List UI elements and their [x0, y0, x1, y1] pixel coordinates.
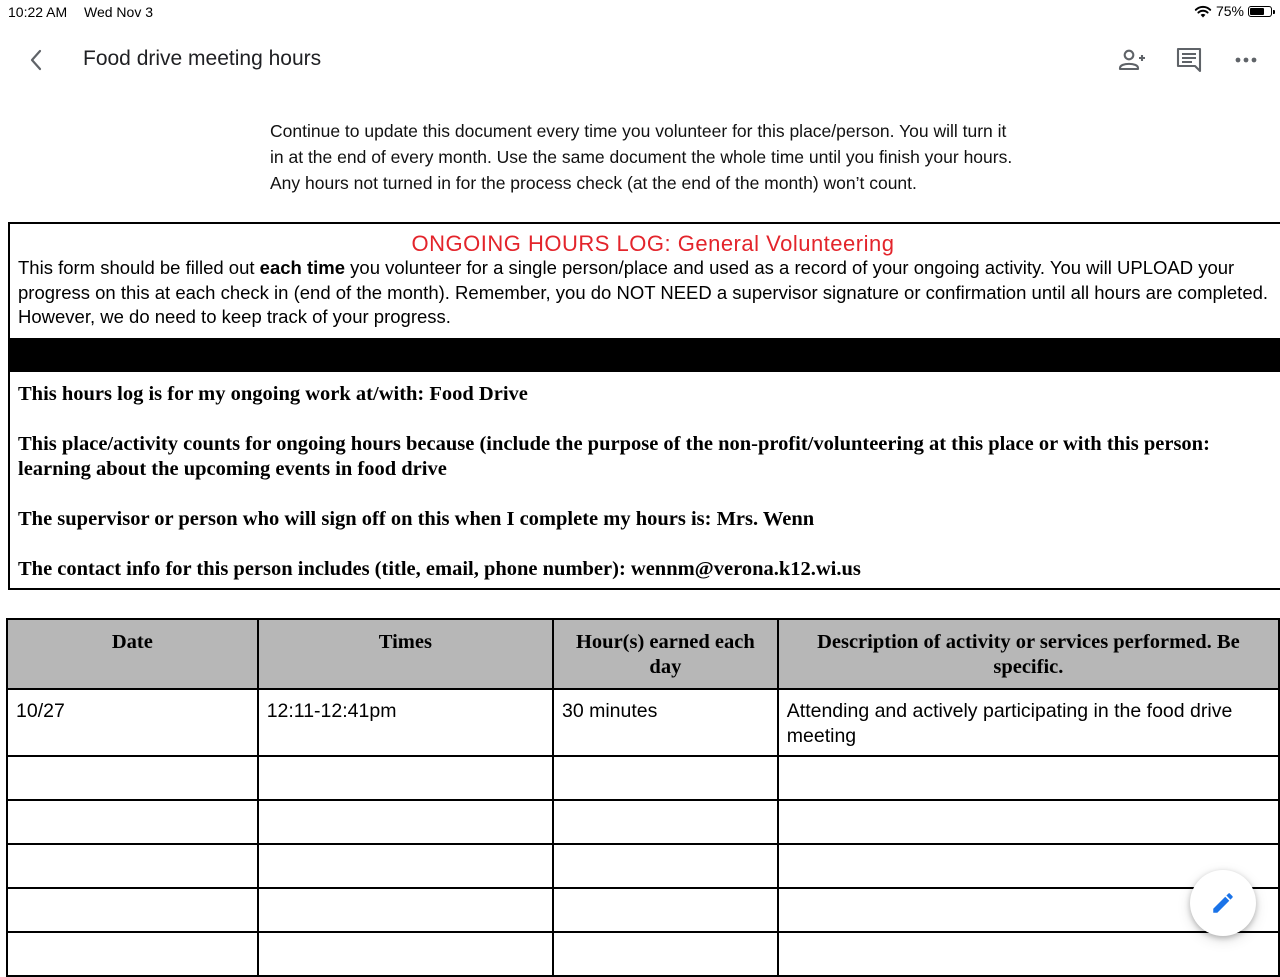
add-person-icon	[1118, 48, 1146, 72]
table-row	[7, 756, 1279, 800]
cell-times[interactable]	[258, 844, 553, 888]
log-instructions-end: you volunteer for a single person/place and used as a record of your ongoing activity. You will UPLOAD your progress on this at each check in (end of the month). Remember, you do NOT NEED a supervisor signature or confirmation until all hours are completed. However, we do need to keep track of your progress.	[18, 257, 1269, 327]
cell-description[interactable]	[778, 932, 1279, 976]
edit-pencil-icon	[1210, 890, 1236, 916]
intro-paragraph: Continue to update this document every time you volunteer for this place/person. You will turn it in at the end of every month. Use the same document the whole time until you finish your hours. Any hours not turned in for the process check (at the end of the month) won’t count.	[270, 121, 1013, 193]
table-row	[7, 888, 1279, 932]
cell-date[interactable]: 10/27	[7, 689, 258, 756]
header-date: Date	[7, 619, 258, 689]
status-time: 10:22 AM	[8, 4, 68, 20]
back-button[interactable]	[20, 44, 52, 76]
hours-table	[6, 618, 1280, 977]
table-header-row	[7, 619, 1279, 689]
status-indicators	[1194, 3, 1272, 19]
header-hours-earned: Hour(s) earned each day	[553, 619, 778, 689]
status-date: Wed Nov 3	[84, 4, 153, 20]
log-instructions-start: This form should be filled out	[18, 257, 260, 278]
comments-button[interactable]	[1171, 42, 1207, 78]
cell-date[interactable]	[7, 932, 258, 976]
cell-hours[interactable]: 30 minutes	[553, 689, 778, 756]
cell-hours[interactable]	[553, 844, 778, 888]
supervisor-line: The supervisor or person who will sign off on this when I complete my hours is: Mrs. Wenn	[18, 508, 815, 530]
cell-hours[interactable]	[553, 888, 778, 932]
cell-date[interactable]	[7, 844, 258, 888]
work-at-line: This hours log is for my ongoing work at/with: Food Drive	[18, 383, 528, 405]
cell-description[interactable]	[778, 756, 1279, 800]
comment-icon	[1176, 47, 1202, 73]
wifi-icon	[1194, 4, 1212, 18]
cell-times[interactable]	[258, 888, 553, 932]
cell-times[interactable]: 12:11-12:41pm	[258, 689, 553, 756]
cell-description[interactable]	[778, 800, 1279, 844]
cell-description[interactable]: Attending and actively participating in the food drive meeting	[778, 689, 1279, 756]
cell-hours[interactable]	[553, 932, 778, 976]
back-arrow-icon	[29, 49, 43, 71]
cell-times[interactable]	[258, 756, 553, 800]
hours-log-box	[8, 222, 1280, 590]
table-row	[7, 800, 1279, 844]
contact-line: The contact info for this person includes (title, email, phone number): wennm@verona.k12.wi.us	[18, 558, 861, 580]
document-title: Food drive meeting hours	[83, 47, 322, 70]
cell-times[interactable]	[258, 932, 553, 976]
counts-because-line: This place/activity counts for ongoing hours because (include the purpose of the non-profit/volunteering at this place or with this person: learning about the upcoming events in food drive	[18, 433, 1210, 480]
header-times: Times	[258, 619, 553, 689]
edit-fab-button[interactable]	[1190, 870, 1256, 936]
log-details	[18, 382, 1268, 607]
share-button[interactable]	[1114, 42, 1150, 78]
more-options-icon	[1235, 57, 1257, 63]
more-options-button[interactable]	[1228, 42, 1264, 78]
log-instructions-emphasis: each time	[259, 257, 346, 278]
table-row	[7, 844, 1279, 888]
battery-icon	[1248, 6, 1272, 17]
header-description: Description of activity or services performed. Be specific.	[778, 619, 1279, 689]
cell-date[interactable]	[7, 888, 258, 932]
cell-hours[interactable]	[553, 800, 778, 844]
cell-hours[interactable]	[553, 756, 778, 800]
table-row	[7, 932, 1279, 976]
black-divider-bar	[10, 338, 1280, 372]
app-bar	[0, 34, 1280, 86]
log-instructions	[10, 256, 1280, 330]
log-heading: ONGOING HOURS LOG: General Volunteering	[411, 231, 895, 256]
table-row	[7, 689, 1279, 756]
cell-date[interactable]	[7, 756, 258, 800]
cell-date[interactable]	[7, 800, 258, 844]
cell-times[interactable]	[258, 800, 553, 844]
status-bar	[0, 0, 1280, 24]
battery-percent: 75%	[1215, 3, 1244, 19]
